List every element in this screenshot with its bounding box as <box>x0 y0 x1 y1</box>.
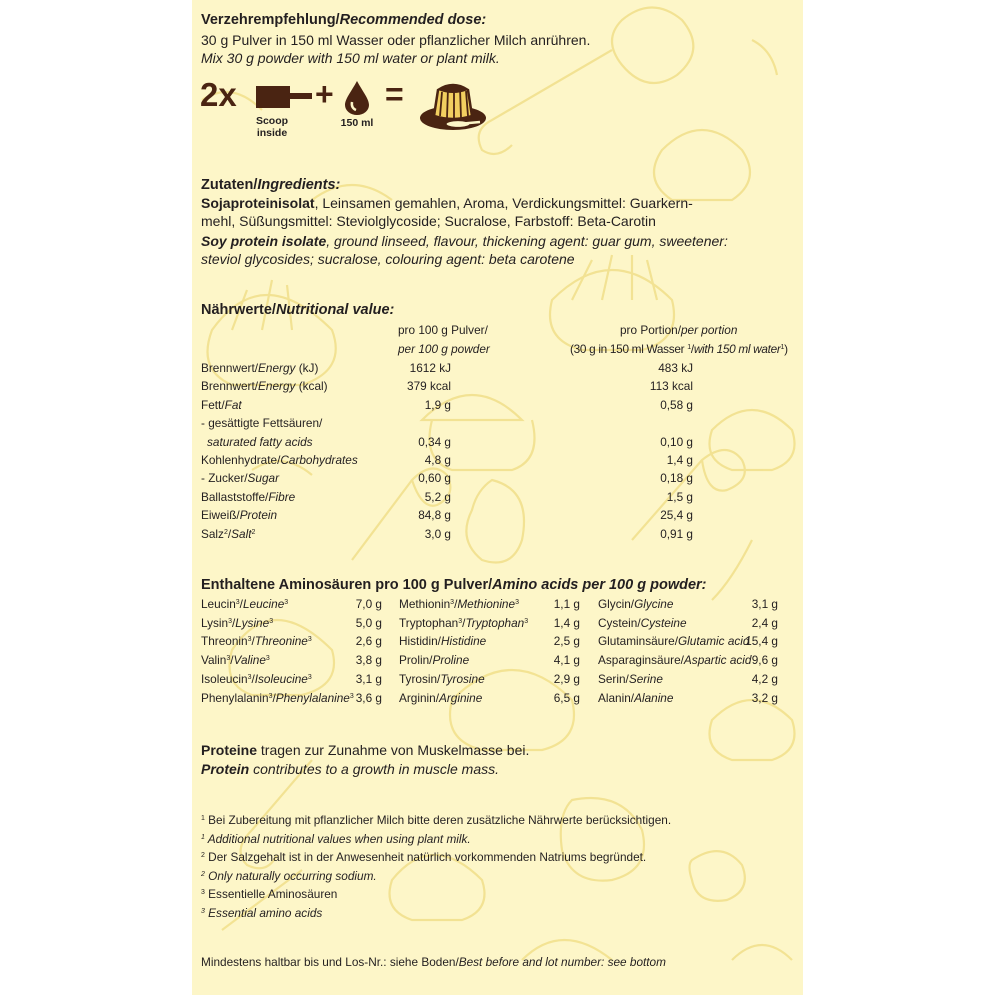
per-portion-value: 1,4 g <box>666 453 693 467</box>
amino-acid-value: 5,0 g <box>355 615 382 630</box>
ingredients-en-line-1: Soy protein isolate, ground linseed, flavour, thickening agent: guar gum, sweetener: <box>201 233 728 249</box>
amino-heading-en: Amino acids per 100 g powder: <box>492 577 707 593</box>
per-portion-value: 1,5 g <box>666 489 693 504</box>
footnote: $^1$ Additional nutritional values when using plant milk. <box>201 831 471 846</box>
amino-acid-value: 4,1 g <box>553 653 580 668</box>
water-label: 150 ml <box>340 117 374 129</box>
amino-acid-value: 2,4 g <box>751 615 778 630</box>
amino-acid-label: Lysin$^3$/Lysine$^3$ <box>201 615 274 630</box>
per-portion-value: 0,10 g <box>660 434 693 449</box>
per-100g-value: 84,8 g <box>418 508 451 523</box>
nutrition-col2-head: pro Portion/per portion <box>620 323 738 337</box>
pudding-icon <box>418 76 488 132</box>
footnote: $^3$ Essentielle Aminosäuren <box>201 887 338 902</box>
amino-acid-label: Glycin/Glycine <box>598 597 674 611</box>
nutrition-row <box>201 398 791 416</box>
nutrition-row <box>201 453 791 471</box>
dose-heading-de: Verzehrempfehlung/ <box>201 12 340 28</box>
per-portion-value: 25,4 g <box>660 508 693 523</box>
ingredients-en-line-2: steviol glycosides; sucralose, colouring agent: beta carotene <box>201 251 575 267</box>
claim-en: Protein contributes to a growth in muscle mass. <box>201 761 500 777</box>
scoop-label: Scoop inside <box>255 115 289 139</box>
amino-row <box>201 691 791 709</box>
nutrition-row <box>201 379 791 397</box>
nutrition-row <box>201 471 791 489</box>
nutrition-heading <box>201 302 394 318</box>
ingredients-de-line-2: mehl, Süßungsmittel: Steviolglycoside; Sucralose, Farbstoff: Beta-Carotin <box>201 213 656 229</box>
nutrient-label: Ballaststoffe/Fibre <box>201 489 296 504</box>
amino-acid-label: Arginin/Arginine <box>399 690 483 705</box>
nutrient-label: saturated fatty acids <box>207 434 313 449</box>
dose-multiplier: 2x <box>200 76 237 113</box>
nutrient-label: Brennwert/Energy (kcal) <box>201 379 328 394</box>
amino-acid-label: Valin$^3$/Valine$^3$ <box>201 653 270 668</box>
dose-instruction-en: Mix 30 g powder with 150 ml water or plant milk. <box>201 50 500 66</box>
per-portion-value: 483 kJ <box>658 361 693 375</box>
amino-acid-value: 6,5 g <box>553 690 580 705</box>
amino-acid-value: 3,1 g <box>355 671 382 686</box>
amino-acid-value: 1,1 g <box>553 597 580 611</box>
per-portion-value: 0,91 g <box>660 526 693 541</box>
per-100g-value: 3,0 g <box>424 526 451 541</box>
amino-heading <box>201 577 706 593</box>
amino-acid-value: 1,4 g <box>553 615 580 630</box>
amino-acid-value: 3,6 g <box>355 690 382 705</box>
ingredients-heading-de: Zutaten/ <box>201 177 258 193</box>
amino-acid-value: 9,6 g <box>751 653 778 668</box>
nutrition-col2-subhead: (30 g in 150 ml Wasser $^1$/with 150 ml water$^1$) <box>570 342 788 356</box>
ingredients-heading <box>201 177 340 193</box>
amino-acid-value: 2,9 g <box>553 671 580 686</box>
amino-row <box>201 616 791 634</box>
nutrition-heading-de: Nährwerte/ <box>201 302 276 318</box>
per-100g-value: 0,34 g <box>418 434 451 449</box>
amino-acid-value: 2,5 g <box>553 634 580 649</box>
amino-acid-label: Isoleucin$^3$/Isoleucine$^3$ <box>201 671 312 686</box>
amino-acid-label: Leucin$^3$/Leucine$^3$ <box>201 597 289 611</box>
per-portion-value: 113 kcal <box>649 379 693 394</box>
amino-acid-label: Cystein/Cysteine <box>598 615 687 630</box>
nutrient-label: Fett/Fat <box>201 397 242 412</box>
per-100g-value: 4,8 g <box>424 453 451 467</box>
best-before-note: Mindestens haltbar bis und Los-Nr.: siehe Boden/Best before and lot number: see bottom <box>201 955 666 969</box>
amino-acid-label: Tryptophan$^3$/Tryptophan$^3$ <box>399 615 529 630</box>
nutrition-row <box>201 490 791 508</box>
amino-row <box>201 672 791 690</box>
amino-acid-label: Serin/Serine <box>598 671 663 686</box>
per-100g-value: 1612 kJ <box>409 361 451 375</box>
amino-acid-label: Asparaginsäure/Aspartic acid <box>598 653 752 668</box>
ingredients-heading-en: Ingredients: <box>257 177 341 193</box>
amino-acid-value: 3,8 g <box>355 653 382 668</box>
amino-row <box>201 653 791 671</box>
dose-instruction-de: 30 g Pulver in 150 ml Wasser oder pflanzlicher Milch anrühren. <box>201 32 591 48</box>
equals-sign: = <box>385 76 404 112</box>
footnote: $^3$ Essential amino acids <box>201 906 323 920</box>
nutrition-col1-head-de: pro 100 g Pulver/ <box>398 323 488 337</box>
nutrition-row <box>201 508 791 526</box>
amino-row <box>201 634 791 652</box>
nutrition-row <box>201 435 791 453</box>
amino-acid-label: Alanin/Alanine <box>598 690 674 705</box>
per-portion-value: 0,18 g <box>660 471 693 486</box>
nutrition-row <box>201 416 791 434</box>
ingredients-de-line-1: Sojaproteinisolat, Leinsamen gemahlen, Aroma, Verdickungsmittel: Guarkern- <box>201 195 693 211</box>
label-panel <box>192 0 803 995</box>
nutrient-label: - Zucker/Sugar <box>201 471 280 486</box>
amino-row <box>201 597 791 615</box>
per-100g-value: 5,2 g <box>424 489 451 504</box>
nutrition-heading-en: Nutritional value: <box>275 302 395 318</box>
plus-sign: + <box>315 76 334 112</box>
nutrient-label: - gesättigte Fettsäuren/ <box>201 416 323 431</box>
amino-acid-value: 4,2 g <box>751 671 778 686</box>
nutrient-label: Brennwert/Energy (kJ) <box>201 361 319 375</box>
footnote: $^1$ Bei Zubereitung mit pflanzlicher Milch bitte deren zusätzliche Nährwerte berücksichtigen. <box>201 813 672 827</box>
amino-acid-label: Threonin$^3$/Threonine$^3$ <box>201 634 312 649</box>
amino-acid-value: 15,4 g <box>745 634 778 649</box>
nutrient-label: Kohlenhydrate/Carbohydrates <box>201 453 358 467</box>
dose-heading <box>201 12 486 28</box>
nutrition-row <box>201 361 791 379</box>
amino-acid-label: Methionin$^3$/Methionine$^3$ <box>399 597 519 611</box>
footnote: $^2$ Only naturally occurring sodium. <box>201 868 377 883</box>
amino-acid-label: Glutaminsäure/Glutamic acid <box>598 634 750 649</box>
footnote: $^2$ Der Salzgehalt ist in der Anwesenheit natürlich vorkommenden Natriums begründet. <box>201 850 647 865</box>
per-100g-value: 1,9 g <box>424 397 451 412</box>
dose-heading-en: Recommended dose: <box>339 12 487 28</box>
amino-acid-label: Phenylalanin$^3$/Phenylalanine$^3$ <box>201 690 354 705</box>
nutrition-col1-head-en: per 100 g powder <box>398 342 490 356</box>
nutrient-label: Eiweiß/Protein <box>201 508 278 523</box>
scoop-icon <box>254 84 314 114</box>
amino-acid-value: 3,1 g <box>751 597 778 611</box>
amino-acid-label: Tyrosin/Tyrosine <box>399 671 485 686</box>
amino-heading-de: Enthaltene Aminosäuren pro 100 g Pulver/ <box>201 577 493 593</box>
claim-de: Proteine tragen zur Zunahme von Muskelmasse bei. <box>201 742 530 758</box>
amino-acid-label: Histidin/Histidine <box>399 634 487 649</box>
per-100g-value: 379 kcal <box>407 379 451 394</box>
nutrition-row <box>201 527 791 545</box>
amino-acid-value: 7,0 g <box>355 597 382 611</box>
nutrient-label: Salz$^2$/Salt$^2$ <box>201 526 256 541</box>
amino-acid-label: Prolin/Proline <box>399 653 470 668</box>
water-drop-icon <box>343 80 371 116</box>
amino-acid-value: 3,2 g <box>751 690 778 705</box>
amino-acid-value: 2,6 g <box>355 634 382 649</box>
per-100g-value: 0,60 g <box>418 471 451 486</box>
per-portion-value: 0,58 g <box>660 397 693 412</box>
